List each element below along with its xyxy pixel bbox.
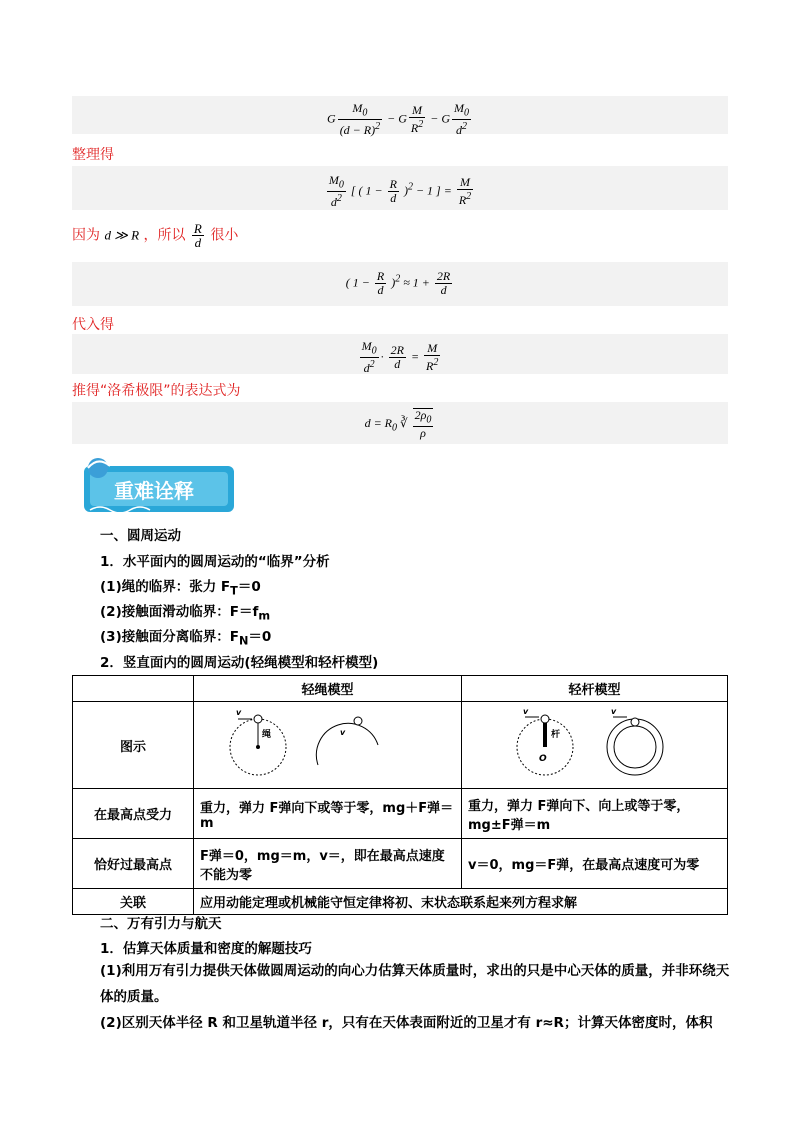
- label-because: 因为 d ≫ R ，所以 $\frac{R}{d}$ 很小: [72, 221, 239, 250]
- section1-item3: (3)接触面分离临界：$F_N=0$: [100, 629, 272, 648]
- table-header-rope: 轻绳模型: [194, 676, 462, 702]
- rope-top-force: 重力，弹力 F弹向下或等于零，mg＋F弹＝m: [194, 789, 462, 839]
- banner-title: 重难诠释: [114, 479, 194, 503]
- section1-item1: (1)绳的临界：张力 $F_T=0$: [100, 579, 261, 598]
- row-label-just-pass: 恰好过最高点: [73, 839, 194, 889]
- rod-figure: [462, 702, 728, 789]
- equation-band-5: [72, 402, 728, 444]
- rope-figure: [194, 702, 462, 789]
- equation-band-4: [72, 334, 728, 374]
- section2-p1: (1)利用万有引力提供天体做圆周运动的向心力估算天体质量时，求出的只是中心天体的质量，并非环绕天体的质量。: [100, 963, 730, 1005]
- label-derive: 推得“洛希极限”的表达式为: [72, 383, 241, 399]
- svg-text:v: v: [235, 708, 241, 717]
- rod-just-pass: v＝0，mg＝F弹，在最高点速度可为零: [462, 839, 728, 889]
- rod-top-force: 重力，弹力 F弹向下、向上或等于零，mg±F弹＝m: [462, 789, 728, 839]
- rope-diagram: [228, 705, 428, 781]
- equation-4: $\frac{M_0}{d^2}$ · $\frac{2R}{d}$ = $\frac{M}{R^2}$: [361, 339, 439, 376]
- equation-band-1: [72, 96, 728, 138]
- svg-text:v: v: [339, 728, 345, 737]
- table-header-rod: 轻杆模型: [462, 676, 728, 702]
- svg-text:绳: 绳: [261, 730, 271, 740]
- label-tidy: 整理得: [72, 147, 114, 163]
- equation-band-3: [72, 262, 728, 306]
- rope-just-pass: F弹＝0，mg＝m，v＝，即在最高点速度不能为零: [194, 839, 462, 889]
- svg-text:杆: 杆: [550, 730, 560, 740]
- rod-diagram: [495, 705, 695, 781]
- equation-2: $\frac{M_0}{d^2}$ [ ( 1 − $\frac{R}{d}$ )$^2$ − 1 ] = $\frac{M}{R^2}$: [328, 173, 472, 210]
- equation-3: ( 1 − $\frac{R}{d}$ )$^2$ ≈ 1 + $\frac{2R}{d}$: [345, 269, 451, 297]
- section-banner: [80, 458, 235, 518]
- svg-text:v: v: [522, 707, 528, 716]
- row-label-top-force: 在最高点受力: [73, 789, 194, 839]
- row-label-relation: 关联: [73, 889, 194, 915]
- model-table: [72, 675, 728, 915]
- label-substitute: 代入得: [72, 317, 114, 333]
- section1-sub1: 1．水平面内的圆周运动的“临界”分析: [100, 554, 330, 570]
- relation-text: 应用动能定理或机械能守恒定律将初、末状态联系起来列方程求解: [194, 889, 728, 915]
- section2-sub1: 1．估算天体质量和密度的解题技巧: [100, 941, 312, 957]
- section1-heading: 一、圆周运动: [100, 528, 181, 544]
- section2-p2: (2)区别天体半径 R 和卫星轨道半径 r，只有在天体表面附近的卫星才有 r≈R；计算天体密度时，体积: [100, 1015, 713, 1031]
- section2-heading: 二、万有引力与航天: [100, 916, 222, 932]
- section1-item2: (2)接触面滑动临界：$F=f_m$: [100, 604, 271, 623]
- table-header-empty: [73, 676, 194, 702]
- equation-5: $d = R_0$ ∛ $\frac{2\rho_0}{\rho}$: [364, 408, 432, 441]
- row-label-figure: 图示: [73, 702, 194, 789]
- section1-sub2: 2．竖直面内的圆周运动(轻绳模型和轻杆模型): [100, 655, 379, 671]
- equation-band-2: [72, 166, 728, 210]
- svg-text:O: O: [538, 754, 547, 764]
- svg-text:v: v: [610, 707, 616, 716]
- equation-1: G $\frac{M_0}{(d - R)^2}$ − G $\frac{M}{R^2}$ − G $\frac{M_0}{d^2}$: [327, 101, 469, 138]
